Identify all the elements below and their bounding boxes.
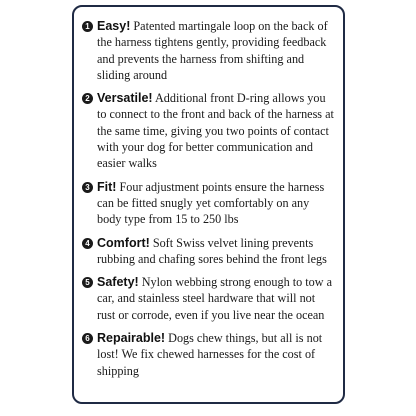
feature-versatile bbox=[82, 90, 335, 171]
number-badge-1: 1 bbox=[82, 21, 93, 32]
feature-text: Nylon webbing strong enough to tow a car, and stainless steel hardware that will not rust or corrode, even if you live near the ocean bbox=[97, 275, 332, 322]
feature-safety bbox=[82, 274, 335, 323]
number-badge-5: 5 bbox=[82, 277, 93, 288]
feature-repairable bbox=[82, 330, 335, 379]
feature-heading: Fit! bbox=[97, 179, 117, 194]
number-badge-4: 4 bbox=[82, 238, 93, 249]
feature-text: Four adjustment points ensure the harness can be fitted snugly yet comfortably on any body type from 15 to 250 lbs bbox=[97, 179, 325, 227]
feature-comfort bbox=[82, 235, 335, 268]
number-badge-2: 2 bbox=[82, 93, 93, 104]
feature-fit bbox=[82, 179, 335, 228]
feature-heading: Repairable! bbox=[97, 331, 166, 346]
number-badge-3: 3 bbox=[82, 182, 93, 193]
feature-text: Patented martingale loop on the back of the harness tightens gently, providing feedback and prevents the harness from shifting and sliding around bbox=[97, 19, 328, 82]
feature-card bbox=[72, 5, 345, 404]
feature-heading: Comfort! bbox=[97, 235, 150, 250]
feature-heading: Versatile! bbox=[97, 91, 153, 106]
feature-text: Dogs chew things, but all is not lost! We fix chewed harnesses for the cost of shipping bbox=[97, 331, 323, 378]
feature-heading: Safety! bbox=[97, 275, 139, 290]
feature-text: Soft Swiss velvet lining prevents rubbing and chafing sores behind the front legs bbox=[97, 235, 327, 266]
feature-text: Additional front D-ring allows you to connect to the front and back of the harness at the same time, giving you two points of contact with your dog for better communication and easier walks bbox=[97, 91, 334, 171]
feature-easy bbox=[82, 18, 335, 83]
number-badge-6: 6 bbox=[82, 333, 93, 344]
feature-heading: Easy! bbox=[97, 19, 131, 33]
